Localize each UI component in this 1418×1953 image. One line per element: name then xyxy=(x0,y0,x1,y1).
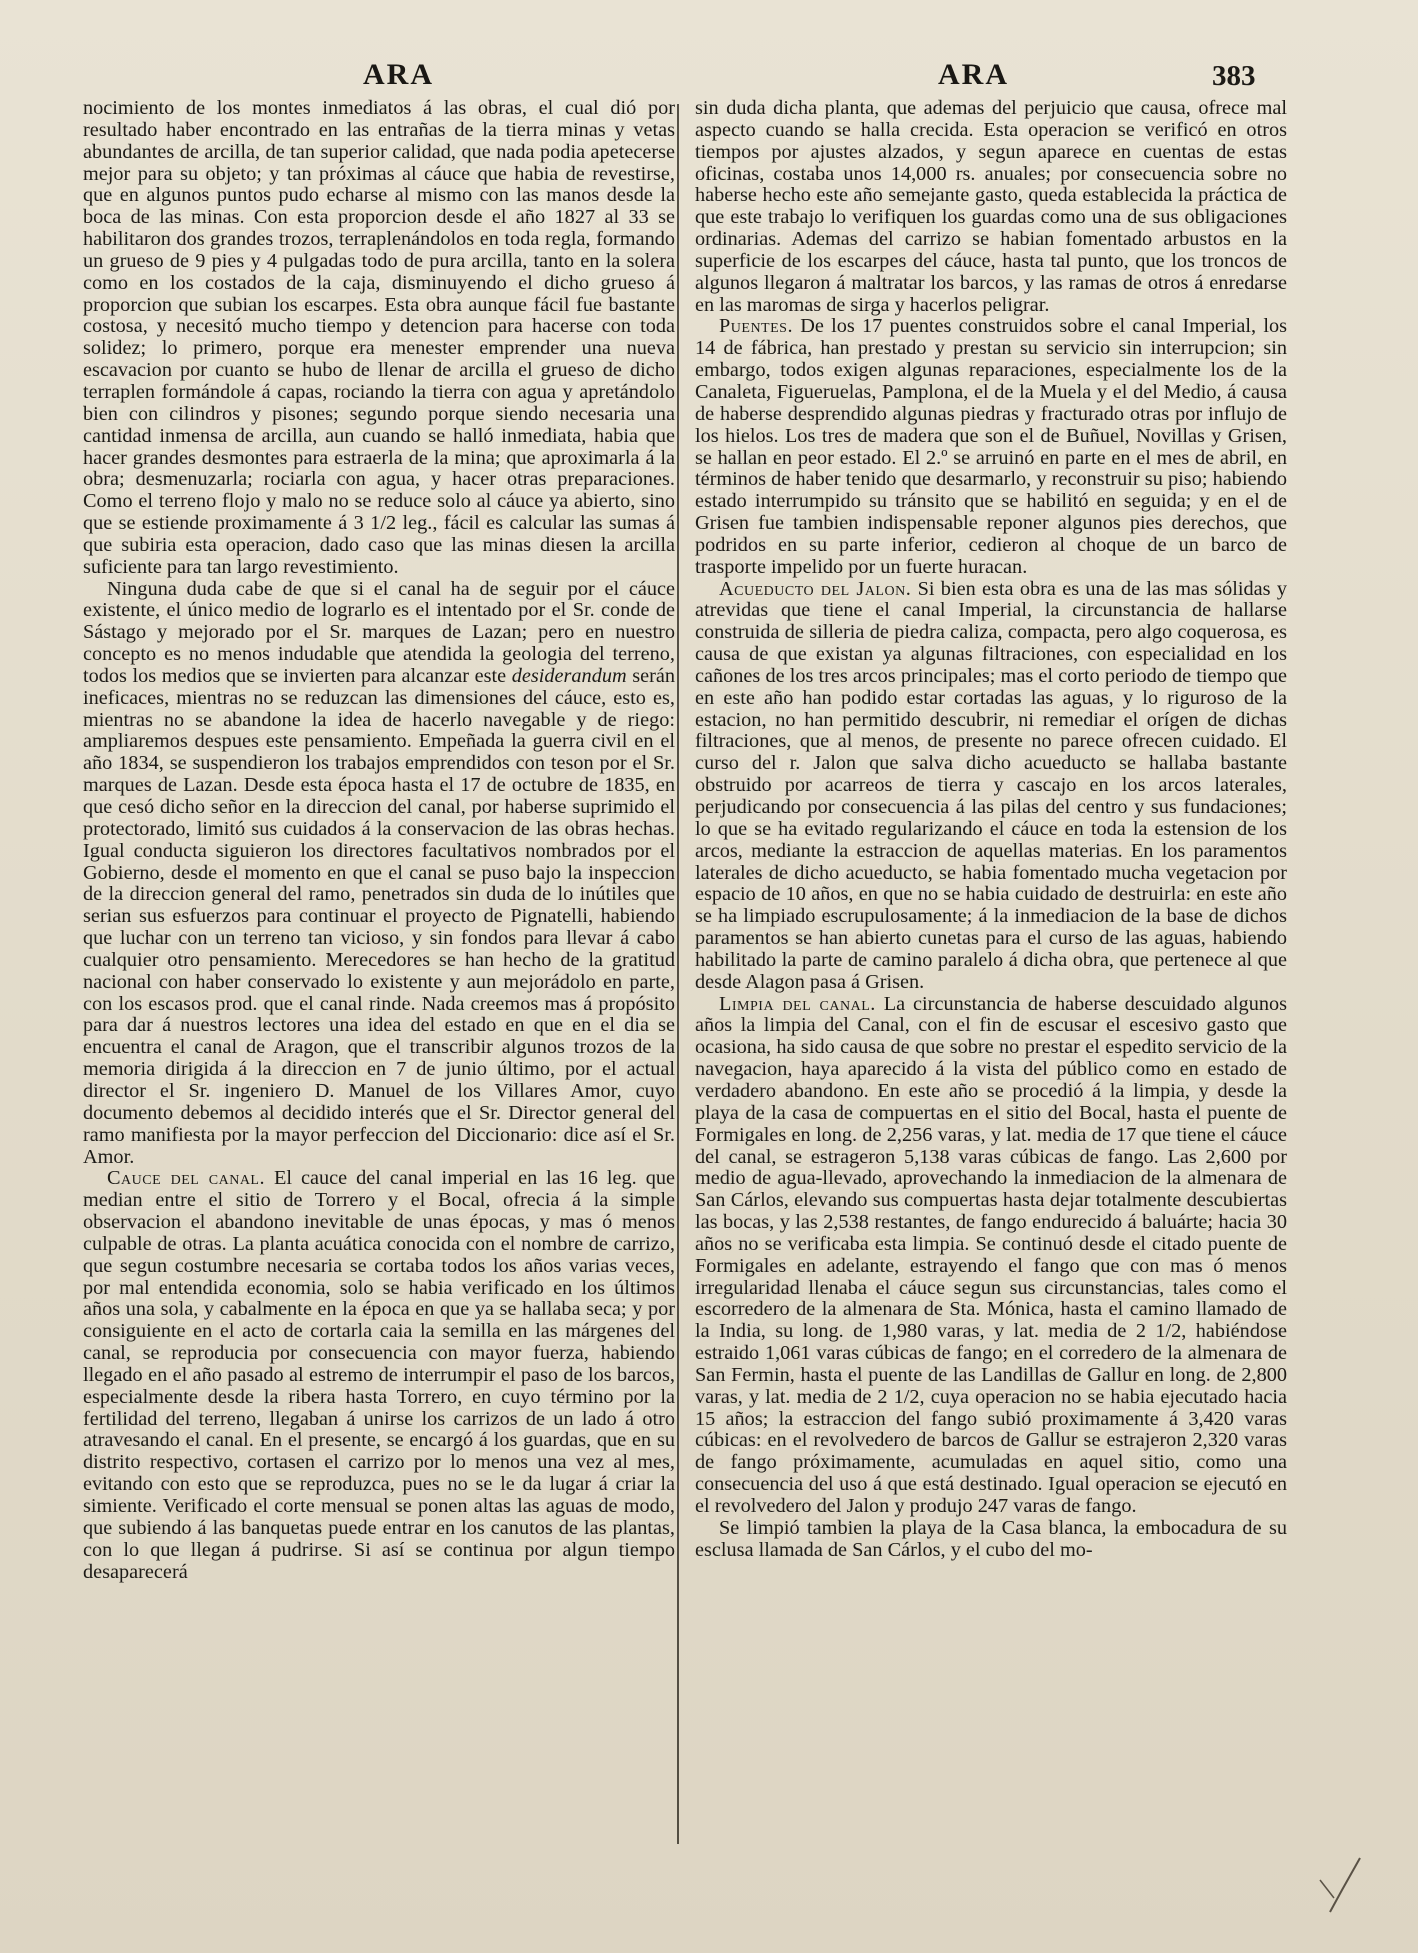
paragraph-text: El cauce del canal imperial en las 16 leg. que median entre el sitio de Torrero y el Bocal, ofrecia á la simple observacion el abandono inevitable de unas épocas, y mas ó menos culpable de otras. La planta acuática conocida con el nombre de carrizo, que segun costumbre necesaria se cortaba todos los años varias veces, por mal entendida economia, solo se habia verificado en los últimos años una sola, y cabalmente en la época en que ya se hallaba seca; y por consiguiente en el acto de cortarla caia la semilla en las márgenes del canal, se reproducia por consecuencia con mayor fuerza, habiendo llegado en el año pasado al estremo de interrumpir el paso de los barcos, especialmente desde la ribera hasta Torrero, en cuyo término por la fertilidad del terreno, llegaban á unirse los carrizos de un lado á otro atravesando el canal. En el presente, se encargó á los guardas, que en su distrito respectivo, cortasen el carrizo por lo menos una vez al mes, evitando con esto que se reproduzca, pues no se le da lugar á criar la simiente. Verificado el corte mensual se ponen altas las aguas de modo, que subiendo á las banquetas puede entrar en los canutos de las plantas, con lo que llegan á pudrirse. Si así se continua por algun tiempo desaparecerá xyxy=(83,1167,675,1583)
paragraph xyxy=(695,316,1287,578)
paragraph: sin duda dicha planta, que ademas del perjuicio que causa, ofrece mal aspecto cuando se halla crecida. Esta operacion se verificó en otros tiempos por ajustes alzados, y segun aparece en cuentas de estas oficinas, costaba unos 14,000 rs. anuales; por consecuencia sobre no haberse hecho este año semejante gasto, queda establecida la práctica de que este trabajo lo verifiquen los guardas como una de sus obligaciones ordinarias. Ademas del carrizo se habian fomentado arbustos en la superficie de los escarpes del cáuce, hasta tal punto, que los troncos de algunos llegaron á maltratar los barcos, y las ramas de otros á enredarse en las maromas de sirga y hacerlos peligrar. xyxy=(695,98,1287,316)
section-heading: Puentes. xyxy=(719,315,794,338)
paragraph-text: serán ineficaces, mientras no se reduzcan las dimensiones del cáuce, esto es, mientras no se abandone la idea de hacerlo navegable y de riego: ampliaremos despues este pensamiento. Empeñada la guerra civil en el año 1834, se suspendieron los trabajos emprendidos con teson por el Sr. marques de Lazan. Desde esta época hasta el 17 de octubre de 1835, en que cesó dicho señor en la direccion del canal, por haberse suprimido el protectorado, limitó sus cuidados á la conservacion de las obras hechas. Igual conducta siguieron los directores facultativos nombrados por el Gobierno, desde el momento en que el canal se puso bajo la inspeccion de la direccion general del ramo, penetrados sin duda de lo inútiles que serian sus esfuerzos para continuar el proyecto de Pignatelli, habiendo que luchar con un terreno tan vicioso, y sin fondos para llevar á cabo cualquier otro pensamiento. Merecedores se han hecho de la gratitud nacional con haber conservado lo existente y aun mejorádolo en parte, con los escasos prod. que el canal rinde. Nada creemos mas á propósito para dar á nuestros lectores una idea del estado en que en el dia se encuentra el canal de Aragon, que el transcribir algunos trozos de la memoria dirigida á la direccion en 7 de junio último, por el actual director el Sr. ingeniero D. Manuel de los Villares Amor, cuyo documento debemos al decidido interés que el Sr. Director general del ramo manifiesta por la mayor perfeccion del Diccionario: dice así el Sr. Amor. xyxy=(83,664,675,1168)
paragraph-text: Ninguna duda cabe de que si el canal ha de seguir por el cáuce existente, el único medio de lograrlo es el intentado por el Sr. conde de Sástago y mejorado por el Sr. marques de Lazan; pero en nuestro concepto es no menos indudable que atendida la geologia del terreno, todos los medios que se invierten para alcanzar este xyxy=(83,577,675,687)
running-head-left: ARA xyxy=(363,58,434,91)
paragraph: nocimiento de los montes inmediatos á las obras, el cual dió por resultado haber encontrado en las entrañas de la tierra minas y vetas abundantes de arcilla, de tan superior calidad, que nada podia apetecerse mejor para su objeto; y tan próximas al cáuce que habia de revestirse, que en algunos puntos pudo echarse al mismo con las manos desde la boca de las minas. Con esta proporcion desde el año 1827 al 33 se habilitaron dos grandes trozos, terraplenándolos en toda regla, formando un grueso de 9 pies y 4 pulgadas todo de pura arcilla, tanto en la solera como en los costados de la caja, disminuyendo el dicho grueso á proporcion que subian los escarpes. Esta obra aunque fácil fue bastante costosa, y necesitó mucho tiempo y detencion para hacerse con toda solidez; lo primero, porque era menester emprender una nueva escavacion por cuanto se hubo de llenar de arcilla el grueso de dicho terraplen formándole á capas, rociando la tierra con agua y apretándolo bien con cilindros y pisones; segundo porque siendo necesaria una cantidad inmensa de arcilla, aun cuando se halló inmediata, habia que hacer grandes desmontes para estraerla de la mina; que aproximarla á la obra; desmenuzarla; rociarla con agua, y hacer otras preparaciones. Como el terreno flojo y malo no se reduce solo al cáuce ya abierto, sino que se estiende proximamente á 3 1/2 leg., fácil es calcular las sumas á que subiria esta operacion, dado caso que las minas diesen la arcilla suficiente para tan largo revestimiento. xyxy=(83,98,675,578)
paragraph xyxy=(695,579,1287,994)
paragraph: Se limpió tambien la playa de la Casa blanca, la embocadura de su esclusa llamada de San Cárlos, y el cubo del mo- xyxy=(695,1516,1287,1561)
paragraph xyxy=(83,579,675,1169)
paragraph-text: Si bien esta obra es una de las mas sólidas y atrevidas que tiene el canal Imperial, la circunstancia de hallarse construida de silleria de piedra caliza, compacta, pero algo coquerosa, es causa de que existan ya algunas filtraciones, con especialidad en los cañones de los tres arcos principales; mas el corto periodo de tiempo que en este año han podido estar cortadas las aguas, y lo riguroso de la estacion, no han permitido descubrir, ni remediar el orígen de dichas filtraciones, que al menos, de presente no parece ofrecen cuidado. El curso del r. Jalon que salva dicho acueducto se hallaba bastante obstruido por acarreos de tierra y cascajo en los arcos laterales, perjudicando por consecuencia á las pilas del centro y sus fundaciones; lo que se ha evitado regularizando el cáuce en toda la estension de los arcos, mediante la estraccion de aquellas materias. En los paramentos laterales de dicho acueducto, se habia fomentado mucha vegetacion por espacio de 10 años, en que no se habia cuidado de destruirla: en este año se ha limpiado escrupulosamente; á la inmediacion de la base de dichos paramentos se han abierto cunetas para el curso de las aguas, habiendo habilitado la parte de camino paralelo á dicha obra, que pertenece al que desde Alagon pasa á Grisen. xyxy=(695,577,1287,993)
section-heading: Acueducto del Jalon. xyxy=(719,577,912,600)
paragraph-text: De los 17 puentes construidos sobre el canal Imperial, los 14 de fábrica, han prestado y prestan su servicio sin interrupcion; sin embargo, todos exigen algunas reparaciones, especialmente los de la Canaleta, Figueruelas, Pamplona, el de la Muela y el del Medio, á causa de haberse desprendido algunas piedras y fracturado otras por influjo de los hielos. Los tres de madera que son el de Buñuel, Novillas y Grisen, se hallan en peor estado. El 2.º se arruinó en parte en el mes de abril, en términos de haber tenido que desarmarlo, y reconstruir su piso; habiendo estado interrumpido su tránsito que se habilitó en seguida; y en el de Grisen fue tambien indispensable reponer algunos pies derechos, que podridos en su parte inferior, cedieron al choque de un barco de trasporte impelido por un fuerte huracan. xyxy=(695,315,1287,578)
pen-mark-icon xyxy=(1290,1850,1380,1920)
left-column xyxy=(83,98,675,1840)
paragraph xyxy=(695,994,1287,1518)
paragraph xyxy=(83,1168,675,1583)
italic-term: desiderandum xyxy=(511,664,627,687)
paragraph-text: La circunstancia de haberse descuidado algunos años la limpia del Canal, con el fin de escusar el escesivo gasto que ocasiona, ha sido causa de que sobre no prestar el espedito servicio de la navegacion, haya aparecido á la vista del público como en estado de verdadero abandono. En este año se procedió á la limpia, y desde la playa de la casa de compuertas en el sitio del Bocal, hasta el puente de Formigales en long. de 2,256 varas, y lat. media de 17 que tiene el cáuce del canal, se estrageron 5,138 varas cúbicas de fango. Las 2,600 por medio de agua-llevado, aprovechando la inmediacion de la almenara de San Cárlos, elevando sus compuertas hasta dejar totalmente descubiertas las bocas, y las 2,538 restantes, de fango endurecido á baluárte; hacia 30 años no se verificaba esta limpia. Se continuó desde el citado puente de Formigales en adelante, estrayendo el fango que con mas ó menos irregularidad llenaba el cáuce segun sus circunstancias, tales como el escorredero de la almenara de Sta. Mónica, hasta el camino llamado de la India, su long. de 1,980 varas, y lat. media de 2 1/2, habiéndose estraido 1,061 varas cúbicas de fango; en el corredero de la almenara de San Fermin, hasta el puente de las Landillas de Gallur en long. de 2,800 varas, y lat. media de 2 1/2, cuya operacion no se habia ejecutado hacia 15 años; la estraccion del fango subió proximamente á 3,420 varas cúbicas: en el revolvedero de barcos de Gallur se estrajeron 2,320 varas de fango próximamente, acumuladas en aquel sitio, como una consecuencia del uso á que está destinado. Igual operacion se ejecutó en el revolvedero del Jalon y produjo 247 varas de fango. xyxy=(695,992,1287,1517)
section-heading: Limpia del canal. xyxy=(719,992,876,1015)
section-heading: Cauce del canal. xyxy=(107,1167,266,1190)
running-head-right: ARA xyxy=(938,58,1009,91)
right-column xyxy=(695,98,1287,1840)
column-divider xyxy=(677,104,679,1844)
page-number: 383 xyxy=(1212,60,1256,92)
